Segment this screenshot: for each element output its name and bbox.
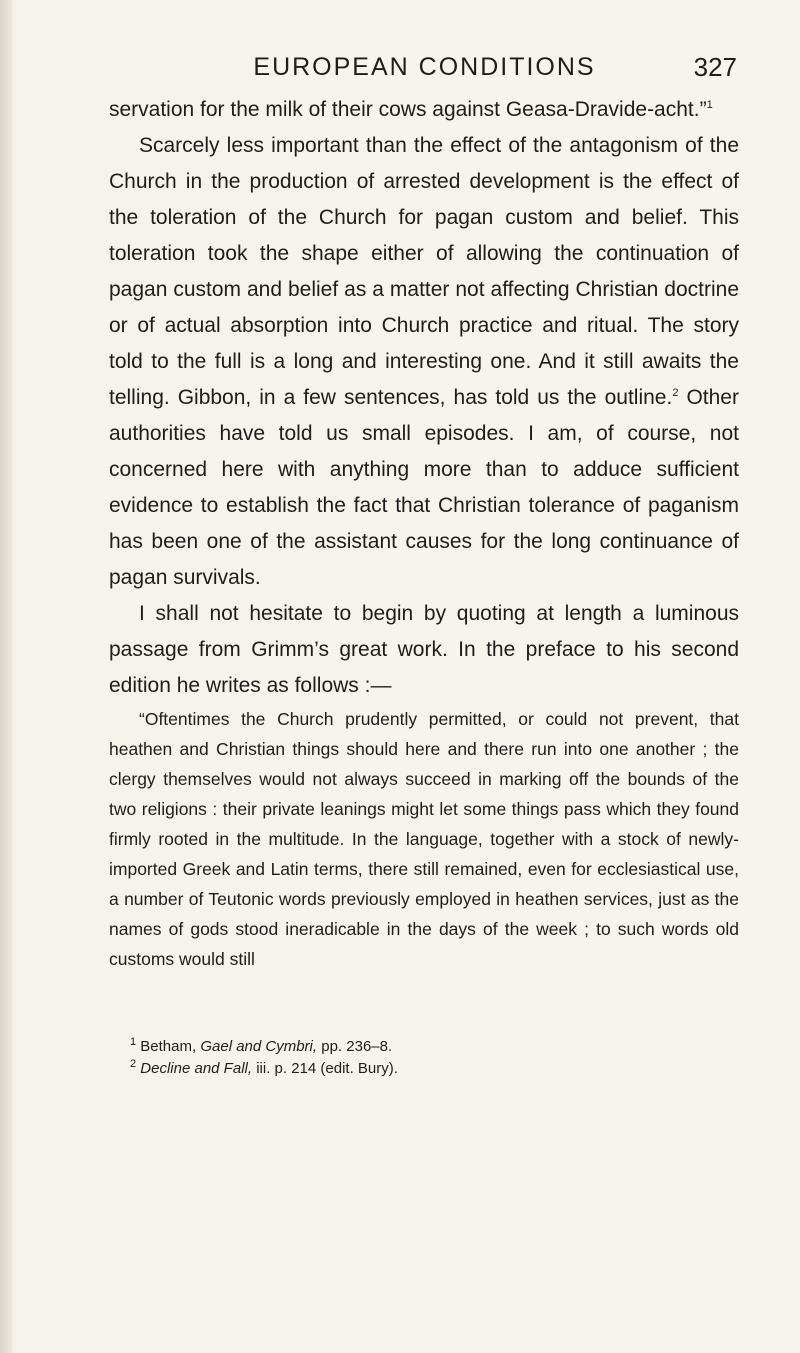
paragraph-grimm-introduction: I shall not hesitate to begin by quoting at length a luminous passage from Grimm’s great work. In the preface to his second edition he writes as follows :— [109,602,739,697]
footnote-title-1: Gael and Cymbri, [200,1038,318,1055]
footnote-author-1: Betham, [140,1038,197,1055]
footnote-mark-1: 1 [130,1036,137,1048]
footnote-ref-1: 1 [706,99,713,111]
footnote-2 [130,1058,740,1080]
footnote-1 [130,1036,740,1058]
footnote-title-2: Decline and Fall, [140,1060,253,1077]
page-text [109,92,739,974]
footnotes [130,1036,740,1080]
grimm-quotation: “Oftentimes the Church prudently permitted, or could not prevent, that heathen and Christian things should here and there run into one another ; the clergy themselves would not always succeed in marking off the bounds of the two religions : their private leanings might let some things pass which they found firmly rooted in the multitude. In the language, together with a stock of newly-imported Greek and Latin terms, there still remained, even for ecclesiastical use, a number of Teutonic words previously employed in heathen services, just as the names of gods stood ineradicable in the days of the week ; to such words old customs would still [109,709,739,969]
footnote-ref-2: 2 [672,387,679,399]
footnote-mark-2: 2 [130,1058,137,1070]
paragraph-continuation: servation for the milk of their cows against Geasa-Dravide-acht.”$^1$ [109,98,713,121]
footnote-detail-1: pp. 236–8. [321,1038,393,1055]
paragraph-church-toleration: Scarcely less important than the effect of the antagonism of the Church in the production of arrested development is the effect of the toleration of the Church for pagan custom and belief. This toleration took the shape either of allowing the continuation of pagan custom and belief as a matter not affecting Christian doctrine or of actual absorption into Church practice and ritual. The story told to the full is a long and interesting one. And it still awaits the telling. Gibbon, in a few sentences, has told us the outline.$^2$ Other authorities have told us small episodes. I am, of course, not concerned here with anything more than to adduce sufficient evidence to establish the fact that Christian tolerance of paganism has been one of the assistant causes for the long continuance of pagan survivals. [109,134,739,589]
running-title: EUROPEAN CONDITIONS [253,52,596,81]
footnote-detail-2: iii. p. 214 (edit. Bury). [256,1060,398,1077]
running-header [112,50,737,84]
page-number: 327 [693,51,737,82]
page-binding-shadow [0,0,12,1353]
paragraph-continuation-text: Other authorities have told us small episodes. I am, of course, not concerned here with anything more than to adduce sufficient evidence to establish the fact that Christian tolerance of paganism has been one of the assistant causes for the long continuance of pagan survivals. [109,386,739,589]
